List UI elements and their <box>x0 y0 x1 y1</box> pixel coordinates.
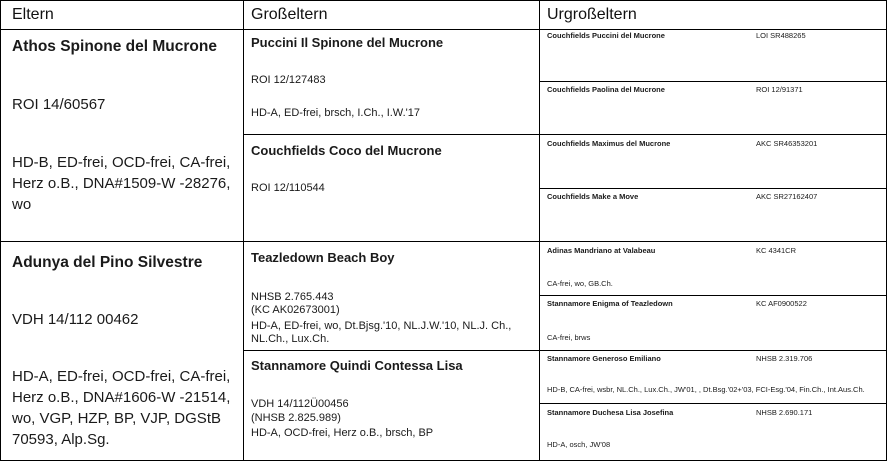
parent-registration: ROI 14/60567 <box>12 96 106 113</box>
great-grandparent-name: Couchfields Make a Move <box>547 192 639 201</box>
great-grandparent-name: Stannamore Duchesa Lisa Josefina <box>547 408 674 417</box>
parent-name: Adunya del Pino Silvestre <box>12 254 203 271</box>
grandparent-registration-alt: (KC AK02673001) <box>251 304 340 316</box>
great-grandparent-name: Couchfields Paolina del Mucrone <box>547 85 665 94</box>
parent-health: HD-B, ED-frei, OCD-frei, CA-frei, Herz o.B., DNA#1509-W -28276, wo <box>12 154 231 213</box>
parent-divider <box>0 241 887 242</box>
great-grandparent-divider <box>539 403 887 404</box>
column-divider <box>243 0 244 461</box>
great-grandparent-name: Couchfields Maximus del Mucrone <box>547 139 671 148</box>
great-grandparent-health: CA-frei, brws <box>547 333 591 342</box>
parent-health: HD-A, ED-frei, OCD-frei, CA-frei, Herz o.B., DNA#1606-W -21514, wo, VGP, HZP, BP, VJP, DGStB 70593, Alp.Sg. <box>12 368 231 448</box>
great-grandparent-divider <box>539 295 887 296</box>
column-divider <box>539 0 540 461</box>
great-grandparent-name: Couchfields Puccini del Mucrone <box>547 31 665 40</box>
parent-registration: VDH 14/112 00462 <box>12 311 139 328</box>
great-grandparent-registration: AKC SR27162407 <box>756 192 818 201</box>
great-grandparent-health: HD-B, CA-frei, wsbr, NL.Ch., Lux.Ch., JW'01, , Dt.Bsg.'02+'03, FCI-Esg.'04, Fin.Ch., Int.Aus.Ch. <box>547 385 865 394</box>
great-grandparent-registration: NHSB 2.319.706 <box>756 354 813 363</box>
great-grandparent-registration: KC 4341CR <box>756 246 797 255</box>
great-grandparent-registration: KC AF0900522 <box>756 299 807 308</box>
header-grandparents: Großeltern <box>251 6 328 23</box>
great-grandparent-name: Stannamore Generoso Emiliano <box>547 354 661 363</box>
great-grandparent-health: HD-A, osch, JW'08 <box>547 440 611 449</box>
grandparent-registration: ROI 12/110544 <box>251 182 325 194</box>
great-grandparent-health: CA-frei, wo, GB.Ch. <box>547 279 613 288</box>
parent-name: Athos Spinone del Mucrone <box>12 38 217 55</box>
great-grandparent-registration: NHSB 2.690.171 <box>756 408 813 417</box>
great-grandparent-registration: AKC SR46353201 <box>756 139 818 148</box>
great-grandparent-name: Stannamore Enigma of Teazledown <box>547 299 673 308</box>
grandparent-name: Puccini Il Spinone del Mucrone <box>251 35 444 50</box>
grandparent-registration: NHSB 2.765.443 <box>251 291 334 303</box>
great-grandparent-registration: LOI SR488265 <box>756 31 806 40</box>
grandparent-registration-alt: (NHSB 2.825.989) <box>251 412 341 424</box>
great-grandparent-name: Adinas Mandriano at Valabeau <box>547 246 656 255</box>
grandparent-registration: VDH 14/112Ü00456 <box>251 398 349 410</box>
great-grandparent-divider <box>539 81 887 82</box>
grandparent-health: HD-A, ED-frei, brsch, I.Ch., I.W.'17 <box>251 107 420 119</box>
grandparent-name: Stannamore Quindi Contessa Lisa <box>251 358 463 373</box>
grandparent-divider <box>243 134 887 135</box>
grandparent-registration: ROI 12/127483 <box>251 74 326 86</box>
great-grandparent-divider <box>539 188 887 189</box>
grandparent-health: HD-A, ED-frei, wo, Dt.Bjsg.'10, NL.J.W.'10, NL.J. Ch., NL.Ch., Lux.Ch. <box>251 320 512 345</box>
great-grandparent-registration: ROI 12/91371 <box>756 85 803 94</box>
header-parents: Eltern <box>12 6 54 23</box>
grandparent-name: Teazledown Beach Boy <box>251 250 395 265</box>
grandparent-name: Couchfields Coco del Mucrone <box>251 143 442 158</box>
header-divider <box>0 29 887 30</box>
grandparent-health: HD-A, OCD-frei, Herz o.B., brsch, BP <box>251 427 434 439</box>
grandparent-divider <box>243 350 887 351</box>
header-great-grandparents: Urgroßeltern <box>547 6 637 23</box>
